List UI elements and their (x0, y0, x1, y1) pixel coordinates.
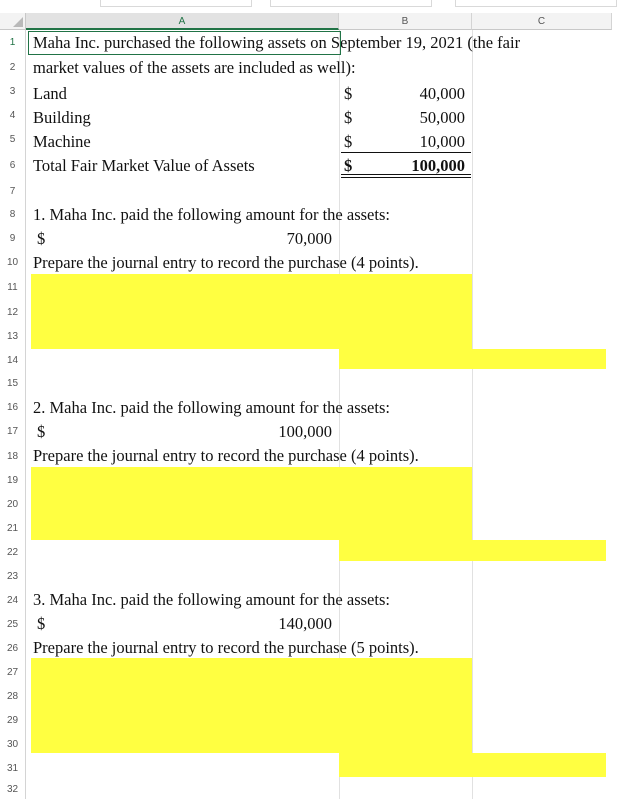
answer-area-1[interactable] (31, 274, 472, 349)
scenario-1-prompt: Prepare the journal entry to record the purchase (4 points). (33, 253, 419, 272)
scenario-2-amount: 100,000 (278, 422, 332, 441)
asset-currency: $ (344, 84, 353, 103)
total-double-underline (341, 174, 471, 178)
asset-value-machine: 10,000 (419, 132, 465, 151)
row-header-19[interactable]: 19 (0, 469, 26, 493)
total-label: Total Fair Market Value of Assets (33, 156, 255, 175)
row-header-5[interactable]: 5 (0, 128, 26, 152)
row-header-20[interactable]: 20 (0, 493, 26, 517)
select-all-corner[interactable] (0, 13, 26, 30)
asset-name-machine: Machine (33, 132, 91, 151)
asset-name-building: Building (33, 108, 91, 127)
row-header-2[interactable]: 2 (0, 55, 26, 80)
row-header-12[interactable]: 12 (0, 301, 26, 325)
scenario-3-prompt: Prepare the journal entry to record the purchase (5 points). (33, 638, 419, 657)
scenario-2-prompt: Prepare the journal entry to record the purchase (4 points). (33, 446, 419, 465)
column-header-b[interactable]: B (339, 13, 472, 30)
intro-line-2: market values of the assets are included as well): (33, 58, 356, 77)
row-header-26[interactable]: 26 (0, 637, 26, 661)
row-header-4[interactable]: 4 (0, 104, 26, 128)
scenario-2-heading: 2. Maha Inc. paid the following amount for the assets: (33, 398, 390, 417)
answer-area-3[interactable] (31, 658, 472, 753)
subtotal-underline (341, 152, 471, 153)
row-header-1[interactable]: 1 (0, 30, 26, 55)
intro-line-1: Maha Inc. purchased the following assets on September 19, 2021 (the fair (33, 33, 521, 52)
total-currency: $ (344, 156, 353, 175)
asset-name-land: Land (33, 84, 67, 103)
formula-box (455, 0, 617, 7)
gridline (472, 30, 473, 799)
formula-box (100, 0, 252, 7)
row-header-9[interactable]: 9 (0, 227, 26, 251)
row-header-32[interactable]: 32 (0, 781, 26, 799)
scenario-3-currency: $ (37, 614, 46, 633)
row-header-30[interactable]: 30 (0, 733, 26, 757)
row-header-10[interactable]: 10 (0, 251, 26, 275)
row-header-28[interactable]: 28 (0, 685, 26, 709)
row-header-25[interactable]: 25 (0, 613, 26, 637)
row-header-13[interactable]: 13 (0, 325, 26, 349)
active-cell[interactable] (28, 31, 341, 55)
row-header-11[interactable]: 11 (0, 275, 26, 301)
column-header-c[interactable]: C (472, 13, 612, 30)
row-header-27[interactable]: 27 (0, 661, 26, 685)
row-header-8[interactable]: 8 (0, 203, 26, 227)
row-header-17[interactable]: 17 (0, 420, 26, 444)
answer-area-2-total[interactable] (339, 540, 606, 561)
scenario-3-amount: 140,000 (278, 614, 332, 633)
answer-area-2[interactable] (31, 467, 472, 540)
scenario-1-currency: $ (37, 229, 46, 248)
row-header-6[interactable]: 6 (0, 152, 26, 180)
row-header-16[interactable]: 16 (0, 396, 26, 420)
row-header-23[interactable]: 23 (0, 565, 26, 589)
scenario-2-currency: $ (37, 422, 46, 441)
asset-currency: $ (344, 132, 353, 151)
scenario-1-amount: 70,000 (286, 229, 332, 248)
asset-value-land: 40,000 (419, 84, 465, 103)
row-header-7[interactable]: 7 (0, 180, 26, 203)
row-header-21[interactable]: 21 (0, 517, 26, 541)
asset-currency: $ (344, 108, 353, 127)
row-header-14[interactable]: 14 (0, 349, 26, 372)
row-header-18[interactable]: 18 (0, 444, 26, 469)
answer-area-1-total[interactable] (339, 349, 606, 369)
answer-area-3-total[interactable] (339, 753, 606, 777)
row-header-22[interactable]: 22 (0, 541, 26, 565)
row-header-24[interactable]: 24 (0, 589, 26, 613)
scenario-1-heading: 1. Maha Inc. paid the following amount for the assets: (33, 205, 390, 224)
asset-value-building: 50,000 (419, 108, 465, 127)
row-header-3[interactable]: 3 (0, 80, 26, 104)
column-header-a[interactable]: A (26, 13, 339, 30)
row-header-15[interactable]: 15 (0, 372, 26, 396)
formula-box (270, 0, 432, 7)
total-value: 100,000 (411, 156, 465, 175)
row-header-31[interactable]: 31 (0, 757, 26, 781)
row-header-29[interactable]: 29 (0, 709, 26, 733)
scenario-3-heading: 3. Maha Inc. paid the following amount for the assets: (33, 590, 390, 609)
